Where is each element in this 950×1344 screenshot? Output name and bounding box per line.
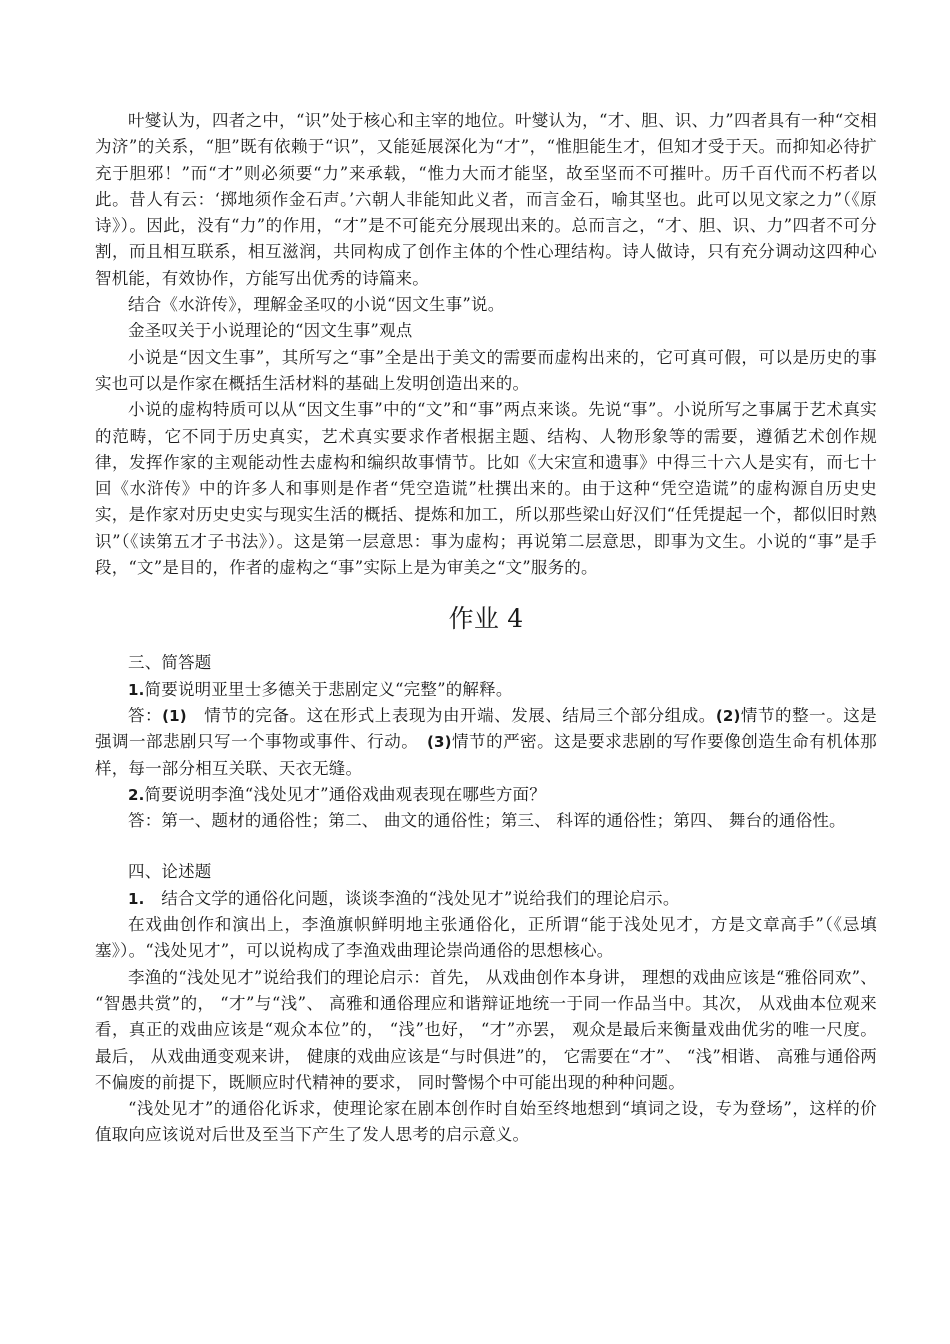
answer-item-number: (3) [426,733,452,752]
short-question-1 [95,677,877,703]
essay-paragraph-2: 李渔的“浅处见才”说给我们的理论启示：首先， 从戏曲创作本身讲， 理想的戏曲应该是“雅俗同欢”、 “智愚共赏”的， “才”与“浅”、 高雅和通俗理应和谐辩证地统一于同一作品当中。其次， 从戏曲本位观来看，真正的戏曲应该是“观众本位”的， “浅”也好， “才”亦罢， 观众是最后来衡量戏曲优劣的唯一尺度。 最后， 从戏曲通变观来讲， 健康的戏曲应该是“与时俱进”的， 它需要在“才”、 “浅”相谐、 高雅与通俗两不偏废的前提下，既顺应时代精神的要求， 同时警惕个中可能出现的种种问题。 [95,967,877,1092]
question-text: 结合文学的通俗化问题，谈谈李渔的“浅处见才”说给我们的理论启示。 [144,888,680,908]
paragraph-xiaoshuo: 小说是“因文生事”，其所写之“事”全是出于美文的需要而虚构出来的，它可真可假，可以是历史的事实也可以是作家在概括生活材料的基础上发明创造出来的。 [95,347,877,393]
short-question-2 [95,782,877,808]
answer-item-number: (1) [162,706,187,725]
short-answer-1 [95,703,877,782]
answer-item-text: 情节的严密。这是要求悲剧的写作要像创造生命有机体那样，每一部分相互关联、天衣无缝。 [95,732,878,778]
homework-heading: 作业 4 [448,604,524,634]
subtitle-yinwenshengshi: 金圣叹关于小说理论的“因文生事”观点 [128,321,413,341]
question-number: 2. [128,785,145,804]
short-answer-2: 答：第一、题材的通俗性；第二、 曲文的通俗性；第三、 科诨的通俗性；第四、 舞台的通俗性。 [128,811,846,831]
question-shuihu: 结合《水浒传》，理解金圣叹的小说“因文生事”说。 [128,295,505,315]
essay-question-1 [95,886,877,912]
question-text: 简要说明李渔“浅处见才”通俗戏曲观表现在哪些方面？ [144,784,546,804]
document-page [95,108,877,1149]
answer-item-text: 情节的完备。这在形式上表现为由开端、发展、结局三个部分组成。 [186,705,716,725]
paragraph-xugou: 小说的虚构特质可以从“因文生事”中的“文”和“事”两点来谈。先说“事”。小说所写之事属于艺术真实的范畴，它不同于历史真实，艺术真实要求作者根据主题、结构、人物形象等的需要，遵循艺术创作规律，发挥作家的主观能动性去虚构和编织故事情节。比如《大宋宣和遗事》中得三十六人是实有，而七十回《水浒传》中的许多人和事则是作者“凭空造谎”杜撰出来的。由于这种“凭空造谎”的虚构源自历史史实，是作家对历史史实与现实生活的概括、提炼和加工，所以那些梁山好汉们“任凭提起一个，都似旧时熟识”（《读第五才子书法》）。这是第一层意思：事为虚构；再说第二层意思，即事为文生。小说的“事”是手段，“文”是目的，作者的虚构之“事”实际上是为审美之“文”服务的。 [95,400,877,578]
question-number: 1. [128,680,145,699]
section-title-short-answer: 三、简答题 [128,653,212,673]
essay-paragraph-1: 在戏曲创作和演出上，李渔旗帜鲜明地主张通俗化，正所谓“能于浅处见才，方是文章高手”（《忌填塞》）。“浅处见才”，可以说构成了李渔戏曲理论崇尚通俗的思想核心。 [95,915,877,961]
question-number: 1. [128,889,145,908]
answer-item-number: (2) [715,706,741,725]
paragraph-yexie: 叶燮认为，四者之中，“识”处于核心和主宰的地位。叶燮认为，“才、胆、识、力”四者具有一种“交相为济”的关系，“胆”既有依赖于“识”，又能延展深化为“才”，“惟胆能生才，但知才受于天。而抑知必待扩充于胆邪！”而“才”则必须要“力”来承载，“惟力大而才能坚，故至坚而不可摧叶。历千百代而不朽者以此。昔人有云：‘掷地须作金石声。’六朝人非能知此义者，而言金石，喻其坚也。此可以见文家之力”（《原诗》）。因此，没有“力”的作用，“才”是不可能充分展现出来的。总而言之，“才、胆、识、力”四者不可分割，而且相互联系，相互滋润，共同构成了创作主体的个性心理结构。诗人做诗，只有充分调动这四种心智机能，有效协作，方能写出优秀的诗篇来。 [95,111,877,288]
answer-item-text: 情节的整一。这是强调一部悲剧只写一个事物或事件、行动。 [95,705,877,752]
spacer [95,834,877,859]
answer-prefix: 答： [128,705,163,725]
question-text: 简要说明亚里士多德关于悲剧定义“完整”的解释。 [144,679,513,699]
essay-paragraph-3: “浅处见才”的通俗化诉求，使理论家在剧本创作时自始至终地想到“填词之设，专为登场”，这样的价值取向应该说对后世及至当下产生了发人思考的启示意义。 [95,1099,877,1145]
section-title-essay: 四、论述题 [128,862,212,882]
